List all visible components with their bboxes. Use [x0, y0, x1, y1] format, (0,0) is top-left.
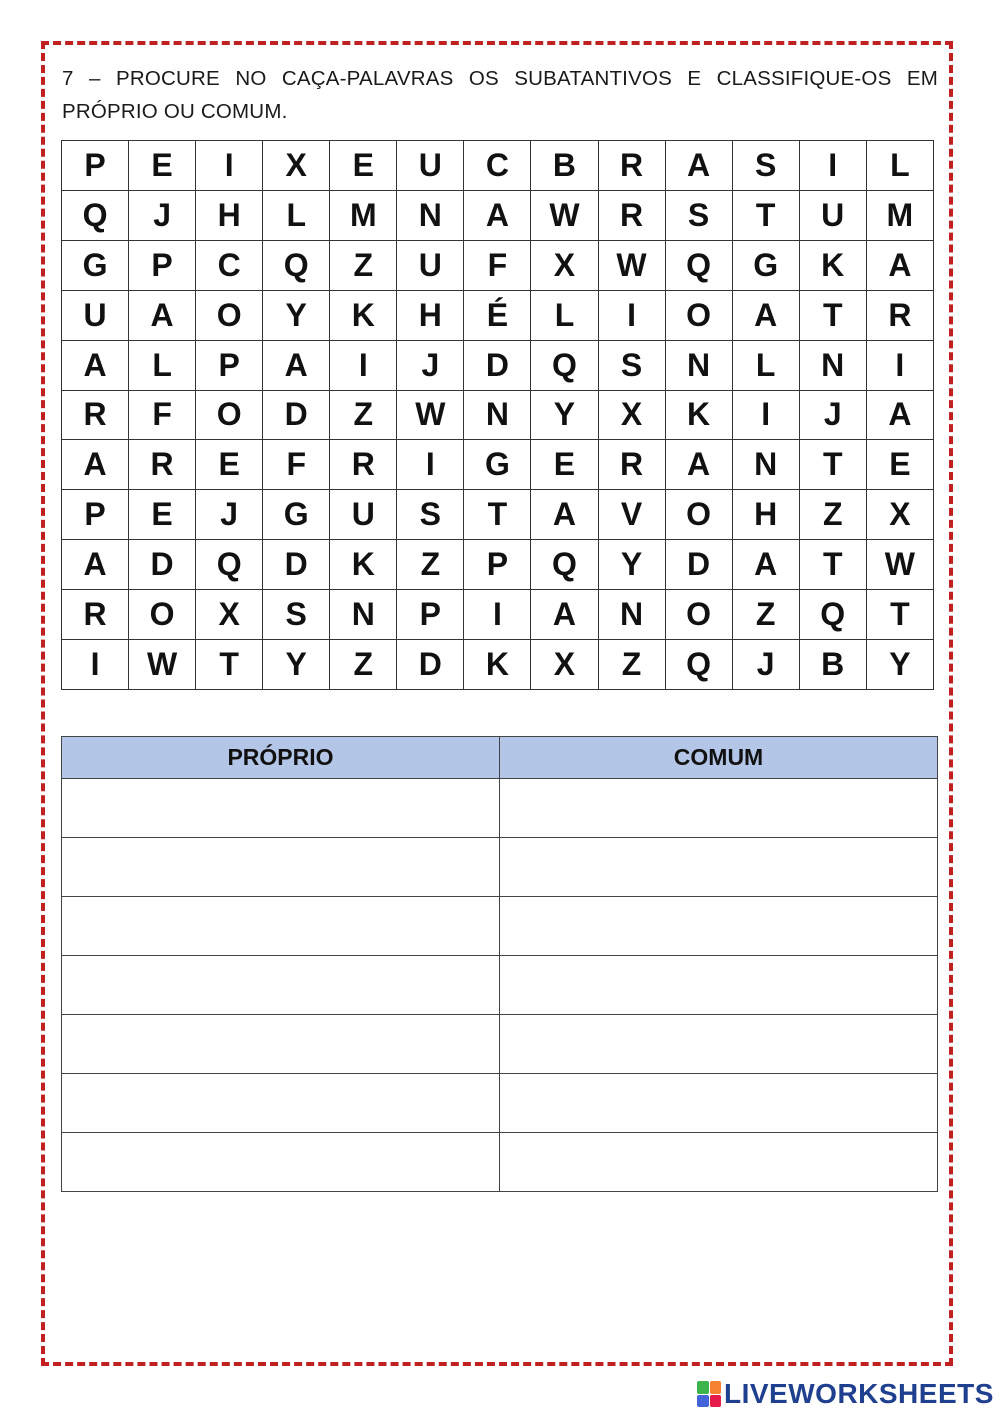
grid-letter-cell[interactable]: G [62, 240, 129, 290]
grid-letter-cell[interactable]: Z [598, 640, 665, 690]
grid-letter-cell[interactable]: S [732, 141, 799, 191]
liveworksheets-logo-icon [697, 1381, 721, 1407]
grid-letter-cell[interactable]: A [866, 240, 933, 290]
grid-letter-cell[interactable]: W [397, 390, 464, 440]
grid-letter-cell[interactable]: D [263, 390, 330, 440]
grid-letter-cell[interactable]: A [531, 490, 598, 540]
grid-letter-cell[interactable]: G [732, 240, 799, 290]
grid-letter-cell[interactable]: W [531, 190, 598, 240]
answer-row [62, 897, 938, 956]
grid-letter-cell[interactable]: I [866, 340, 933, 390]
grid-letter-cell[interactable]: N [330, 590, 397, 640]
grid-letter-cell[interactable]: T [866, 590, 933, 640]
grid-letter-cell[interactable]: K [464, 640, 531, 690]
grid-letter-cell[interactable]: G [263, 490, 330, 540]
grid-letter-cell[interactable]: A [665, 440, 732, 490]
grid-letter-cell[interactable]: I [330, 340, 397, 390]
grid-letter-cell[interactable]: P [62, 490, 129, 540]
grid-letter-cell[interactable]: W [129, 640, 196, 690]
grid-row [62, 240, 934, 290]
answer-cell-comum[interactable] [500, 897, 938, 956]
grid-letter-cell[interactable]: Q [531, 340, 598, 390]
grid-letter-cell[interactable]: W [598, 240, 665, 290]
grid-letter-cell[interactable]: Z [397, 540, 464, 590]
grid-letter-cell[interactable]: P [196, 340, 263, 390]
grid-letter-cell[interactable]: H [732, 490, 799, 540]
grid-row [62, 590, 934, 640]
grid-letter-cell[interactable]: A [62, 540, 129, 590]
grid-row [62, 141, 934, 191]
grid-letter-cell[interactable]: L [732, 340, 799, 390]
grid-letter-cell[interactable]: A [866, 390, 933, 440]
grid-letter-cell[interactable]: E [866, 440, 933, 490]
grid-row [62, 290, 934, 340]
grid-letter-cell[interactable]: Y [263, 290, 330, 340]
grid-letter-cell[interactable]: H [196, 190, 263, 240]
grid-letter-cell[interactable]: U [799, 190, 866, 240]
grid-letter-cell[interactable]: J [129, 190, 196, 240]
grid-letter-cell[interactable]: S [598, 340, 665, 390]
liveworksheets-logo [697, 1378, 995, 1410]
grid-letter-cell[interactable]: Y [866, 640, 933, 690]
grid-letter-cell[interactable]: F [464, 240, 531, 290]
grid-letter-cell[interactable]: Q [196, 540, 263, 590]
grid-letter-cell[interactable]: A [263, 340, 330, 390]
grid-letter-cell[interactable]: L [531, 290, 598, 340]
grid-letter-cell[interactable]: F [129, 390, 196, 440]
grid-letter-cell[interactable]: C [464, 141, 531, 191]
grid-letter-cell[interactable]: R [598, 141, 665, 191]
grid-letter-cell[interactable]: O [665, 290, 732, 340]
grid-letter-cell[interactable]: O [196, 390, 263, 440]
grid-letter-cell[interactable]: N [598, 590, 665, 640]
grid-letter-cell[interactable]: I [799, 141, 866, 191]
grid-letter-cell[interactable]: A [129, 290, 196, 340]
grid-letter-cell[interactable]: D [665, 540, 732, 590]
grid-letter-cell[interactable]: S [263, 590, 330, 640]
answer-row [62, 956, 938, 1015]
grid-letter-cell[interactable]: N [732, 440, 799, 490]
grid-letter-cell[interactable]: A [531, 590, 598, 640]
grid-letter-cell[interactable]: S [665, 190, 732, 240]
grid-letter-cell[interactable]: R [866, 290, 933, 340]
grid-letter-cell[interactable]: J [732, 640, 799, 690]
grid-letter-cell[interactable]: Y [531, 390, 598, 440]
grid-letter-cell[interactable]: I [196, 141, 263, 191]
grid-letter-cell[interactable]: X [196, 590, 263, 640]
grid-letter-cell[interactable]: A [464, 190, 531, 240]
grid-letter-cell[interactable]: S [397, 490, 464, 540]
grid-letter-cell[interactable]: U [62, 290, 129, 340]
grid-letter-cell[interactable]: A [62, 340, 129, 390]
grid-letter-cell[interactable]: T [464, 490, 531, 540]
grid-letter-cell[interactable]: Q [263, 240, 330, 290]
grid-letter-cell[interactable]: E [129, 490, 196, 540]
grid-letter-cell[interactable]: I [598, 290, 665, 340]
answer-cell-comum[interactable] [500, 1133, 938, 1192]
grid-letter-cell[interactable]: N [665, 340, 732, 390]
grid-letter-cell[interactable]: V [598, 490, 665, 540]
grid-letter-cell[interactable]: H [397, 290, 464, 340]
grid-letter-cell[interactable]: É [464, 290, 531, 340]
grid-letter-cell[interactable]: D [397, 640, 464, 690]
grid-letter-cell[interactable]: O [196, 290, 263, 340]
grid-letter-cell[interactable]: R [598, 440, 665, 490]
grid-letter-cell[interactable]: T [799, 540, 866, 590]
grid-letter-cell[interactable]: Z [799, 490, 866, 540]
grid-letter-cell[interactable]: Z [330, 640, 397, 690]
answer-cell-comum[interactable] [500, 1015, 938, 1074]
answer-cell-comum[interactable] [500, 779, 938, 838]
grid-letter-cell[interactable]: U [330, 490, 397, 540]
answer-cell-proprio[interactable] [62, 1074, 500, 1133]
answer-row [62, 1015, 938, 1074]
answer-row [62, 779, 938, 838]
grid-letter-cell[interactable]: Y [598, 540, 665, 590]
grid-letter-cell[interactable]: L [866, 141, 933, 191]
grid-letter-cell[interactable]: J [196, 490, 263, 540]
grid-letter-cell[interactable]: L [263, 190, 330, 240]
grid-letter-cell[interactable]: X [263, 141, 330, 191]
grid-letter-cell[interactable]: D [263, 540, 330, 590]
grid-letter-cell[interactable]: C [196, 240, 263, 290]
grid-letter-cell[interactable]: R [62, 590, 129, 640]
grid-letter-cell[interactable]: P [129, 240, 196, 290]
grid-letter-cell[interactable]: Z [732, 590, 799, 640]
grid-letter-cell[interactable]: I [464, 590, 531, 640]
grid-letter-cell[interactable]: E [196, 440, 263, 490]
grid-letter-cell[interactable]: Y [263, 640, 330, 690]
grid-letter-cell[interactable]: X [866, 490, 933, 540]
grid-letter-cell[interactable]: E [330, 141, 397, 191]
grid-letter-cell[interactable]: N [799, 340, 866, 390]
grid-letter-cell[interactable]: T [799, 440, 866, 490]
grid-letter-cell[interactable]: F [263, 440, 330, 490]
grid-letter-cell[interactable]: R [129, 440, 196, 490]
answer-cell-comum[interactable] [500, 838, 938, 897]
grid-row [62, 540, 934, 590]
grid-letter-cell[interactable]: N [397, 190, 464, 240]
answer-cell-proprio[interactable] [62, 1133, 500, 1192]
grid-letter-cell[interactable]: D [129, 540, 196, 590]
grid-letter-cell[interactable]: K [799, 240, 866, 290]
grid-letter-cell[interactable]: D [464, 340, 531, 390]
grid-letter-cell[interactable]: Q [62, 190, 129, 240]
answer-row [62, 1133, 938, 1192]
grid-letter-cell[interactable]: J [799, 390, 866, 440]
grid-row [62, 340, 934, 390]
answer-cell-proprio[interactable] [62, 779, 500, 838]
grid-row [62, 440, 934, 490]
grid-letter-cell[interactable]: J [397, 340, 464, 390]
grid-letter-cell[interactable]: P [62, 141, 129, 191]
grid-letter-cell[interactable]: M [330, 190, 397, 240]
grid-letter-cell[interactable]: I [732, 390, 799, 440]
grid-letter-cell[interactable]: Q [665, 240, 732, 290]
grid-letter-cell[interactable]: X [531, 640, 598, 690]
grid-letter-cell[interactable]: T [732, 190, 799, 240]
exercise-instruction: 7 – PROCURE NO CAÇA-PALAVRAS OS SUBATANTIVOS E CLASSIFIQUE-OS EM PRÓPRIO OU COMUM. [62, 67, 938, 123]
grid-letter-cell[interactable]: E [129, 141, 196, 191]
grid-letter-cell[interactable]: A [62, 440, 129, 490]
grid-row [62, 640, 934, 690]
answer-cell-proprio[interactable] [62, 956, 500, 1015]
grid-letter-cell[interactable]: B [531, 141, 598, 191]
grid-letter-cell[interactable]: I [397, 440, 464, 490]
grid-letter-cell[interactable]: N [464, 390, 531, 440]
grid-letter-cell[interactable]: E [531, 440, 598, 490]
grid-letter-cell[interactable]: R [330, 440, 397, 490]
grid-letter-cell[interactable]: O [665, 490, 732, 540]
grid-letter-cell[interactable]: Z [330, 240, 397, 290]
grid-letter-cell[interactable]: X [598, 390, 665, 440]
grid-letter-cell[interactable]: Q [665, 640, 732, 690]
grid-row [62, 190, 934, 240]
grid-letter-cell[interactable]: W [866, 540, 933, 590]
grid-letter-cell[interactable]: P [397, 590, 464, 640]
answer-cell-comum[interactable] [500, 956, 938, 1015]
grid-row [62, 490, 934, 540]
grid-letter-cell[interactable]: U [397, 240, 464, 290]
grid-letter-cell[interactable]: U [397, 141, 464, 191]
grid-letter-cell[interactable]: R [598, 190, 665, 240]
word-search-grid [61, 140, 934, 690]
grid-letter-cell[interactable]: L [129, 340, 196, 390]
answer-row [62, 838, 938, 897]
grid-letter-cell[interactable]: A [665, 141, 732, 191]
answer-cell-proprio[interactable] [62, 897, 500, 956]
grid-letter-cell[interactable]: O [129, 590, 196, 640]
grid-letter-cell[interactable]: X [531, 240, 598, 290]
grid-letter-cell[interactable]: T [196, 640, 263, 690]
grid-letter-cell[interactable]: Z [330, 390, 397, 440]
grid-letter-cell[interactable]: P [464, 540, 531, 590]
logo-text: LIVEWORKSHEETS [724, 1378, 994, 1409]
grid-letter-cell[interactable]: M [866, 190, 933, 240]
grid-row [62, 390, 934, 440]
grid-letter-cell[interactable]: G [464, 440, 531, 490]
answer-cell-comum[interactable] [500, 1074, 938, 1133]
grid-letter-cell[interactable]: K [330, 290, 397, 340]
grid-letter-cell[interactable]: Q [799, 590, 866, 640]
grid-letter-cell[interactable]: K [665, 390, 732, 440]
classification-table [61, 736, 938, 1192]
header-proprio: PRÓPRIO [62, 737, 500, 779]
grid-letter-cell[interactable]: A [732, 540, 799, 590]
grid-letter-cell[interactable]: A [732, 290, 799, 340]
header-comum: COMUM [500, 737, 938, 779]
grid-letter-cell[interactable]: I [62, 640, 129, 690]
grid-letter-cell[interactable]: T [799, 290, 866, 340]
answer-cell-proprio[interactable] [62, 1015, 500, 1074]
grid-letter-cell[interactable]: K [330, 540, 397, 590]
answer-row [62, 1074, 938, 1133]
answer-cell-proprio[interactable] [62, 838, 500, 897]
grid-letter-cell[interactable]: Q [531, 540, 598, 590]
grid-letter-cell[interactable]: O [665, 590, 732, 640]
grid-letter-cell[interactable]: R [62, 390, 129, 440]
grid-letter-cell[interactable]: B [799, 640, 866, 690]
